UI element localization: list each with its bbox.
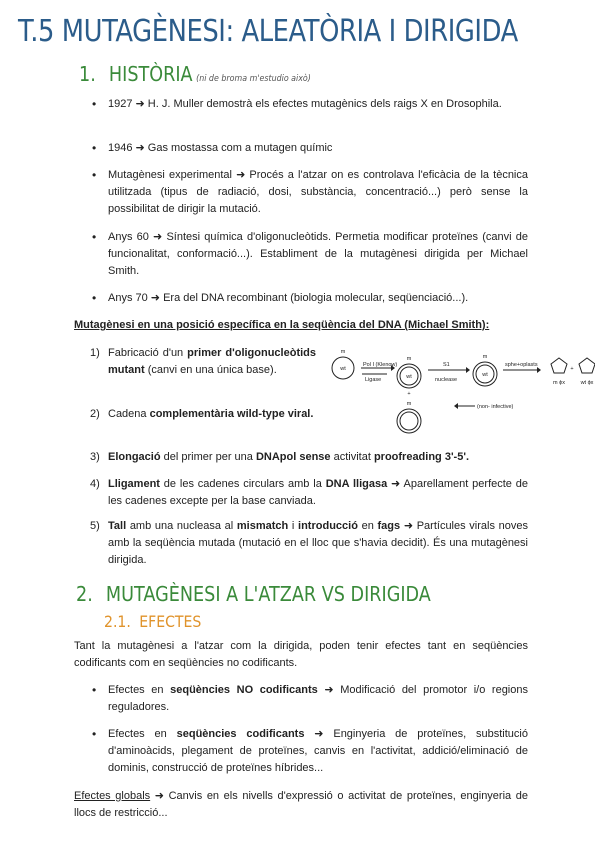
step-2-bold: complementària wild-type viral.	[149, 408, 314, 420]
step-4-text-2: ➜ Aparellament perfecte de les cadenes excepte per la base canviada.	[108, 478, 528, 507]
effects-bullet-noncoding	[108, 682, 528, 716]
label-plus-2: +	[570, 366, 574, 372]
label-wt-2: wt	[406, 374, 412, 380]
arrowhead-spheroplasts	[537, 367, 541, 373]
step-5-number: 5)	[90, 520, 100, 532]
step-4-bold-2: DNA lligasa	[325, 478, 388, 490]
step-4-bold-1: Lligament	[108, 478, 160, 490]
section-2-heading	[76, 582, 431, 606]
step-5-text-2: i	[288, 520, 299, 532]
section-2-number: 2.	[76, 582, 93, 606]
label-m-4: m	[482, 354, 488, 360]
step-5-bold-4: fags	[377, 520, 401, 532]
step-5	[90, 518, 528, 569]
step-2-text: Cadena	[108, 408, 150, 420]
history-bullet-experimental: • Mutagènesi experimental ➜ Procés a l'atzar on es controlava l'eficàcia de la tècnica utilitzada (tipus de radiació, dosi, substància, concentració...) però sense la possibilitat de dirigir la mutació.	[108, 167, 528, 218]
step-3-bold-1: Elongació	[108, 451, 161, 463]
label-spheroplasts: sphe+oplasts	[505, 362, 538, 368]
label-m-phi: m ϕx	[553, 380, 565, 386]
label-ligase: Ligase	[365, 377, 382, 383]
effects-bullet-noncoding-text-2: ➜ Modificació del promotor i/o regions reguladores.	[108, 684, 528, 713]
history-bullet-70s: • Anys 70 ➜ Era del DNA recombinant (biologia molecular, seqüenciació...).	[108, 290, 528, 307]
page-title: T.5 MUTAGÈNESI: ALEATÒRIA I DIRIGIDA	[18, 14, 518, 49]
step-3-number: 3)	[90, 451, 100, 463]
effects-bullet-noncoding-text-1: Efectes en	[108, 684, 171, 696]
section-1-title: HISTÒRIA	[108, 62, 193, 86]
global-effects-label: Efectes globals	[74, 790, 151, 802]
site-directed-mutagenesis-diagram	[325, 346, 595, 438]
phage-mut-icon	[551, 358, 567, 373]
subsection-2-1-number: 2.1.	[104, 612, 131, 631]
step-1-bold: primer d'oligonucleòtids mutant	[108, 347, 317, 376]
label-m-3: m	[406, 401, 412, 407]
step-5-bold-3: introducció	[298, 520, 358, 532]
step-3-text-1: del primer per una	[160, 451, 256, 463]
section-1-number: 1.	[79, 62, 96, 86]
label-noninfective: (non- infective)	[477, 404, 514, 410]
section-2-title: MUTAGÈNESI A L'ATZAR VS DIRIGIDA	[105, 582, 431, 606]
step-5-text-1: amb una nucleasa al	[126, 520, 237, 532]
section-1-note: (ni de broma m'estudio això)	[196, 74, 311, 84]
effects-bullet-coding-text-1: Efectes en	[108, 728, 177, 740]
step-5-bold-2: mismatch	[236, 520, 289, 532]
subsection-2-1-heading	[104, 612, 201, 631]
label-wt-start: wt	[340, 366, 346, 372]
global-effects	[74, 788, 528, 822]
step-1	[90, 345, 317, 379]
arrowhead-noninfective	[454, 403, 458, 409]
label-wt-phi: wt ϕx	[580, 380, 594, 386]
label-nuclease: nuclease	[435, 377, 458, 383]
global-effects-text: ➜ Canvis en els nivells d'expressió o activitat de proteïnes, enginyeria de llocs de restricció...	[74, 790, 528, 819]
step-1-number: 1)	[90, 347, 100, 359]
step-1-text: Fabricació d'un	[108, 347, 188, 359]
label-m-2: m	[406, 356, 412, 362]
history-bullet-1946: • 1946 ➜ Gas mostassa com a mutagen químic	[108, 140, 528, 157]
label-wt-3: wt	[482, 372, 488, 378]
label-plus-1: +	[407, 391, 411, 397]
smith-method-subheading: Mutagènesi en una posició específica en la seqüència del DNA (Michael Smith):	[74, 319, 490, 331]
label-pol: Pol I (Klenow)	[363, 362, 398, 368]
step-5-text-4: ➜ Partícules virals noves amb la seqüència mutada (mutació en el lloc que s'havia decidit). És una mutagènesi dirigida.	[108, 520, 528, 566]
diagram-circle-wt-inner	[400, 412, 418, 430]
label-m-top: m	[340, 349, 346, 355]
step-3	[90, 449, 528, 466]
step-5-text-3: en	[357, 520, 378, 532]
effects-bullet-coding	[108, 726, 528, 777]
step-1-end: (canvi en una única base).	[144, 364, 277, 376]
history-bullet-60s: • Anys 60 ➜ Síntesi química d'oligonucleòtids. Permetia modificar proteïnes (canvi de funcionalitat, conformació...). Establiment de la mutagènesi dirigida per Michael Smith.	[108, 229, 528, 280]
effects-bullet-noncoding-bold: seqüències NO codificants	[170, 684, 318, 696]
section-1-heading	[79, 62, 311, 86]
step-3-text-2: activitat	[330, 451, 374, 463]
step-5-bold-1: Tall	[108, 520, 127, 532]
step-4	[90, 476, 528, 510]
effects-bullet-coding-text-2: ➜ Enginyeria de proteïnes, substitució d'aminoàcids, plegament de proteïnes, canvis en l'activitat, addició/eliminació de dominis, construcció de proteïnes híbrides...	[108, 728, 528, 774]
diagram-circle-wt	[397, 409, 421, 433]
effects-intro: Tant la mutagènesi a l'atzar com la dirigida, poden tenir efectes tant en seqüències codificants com en seqüències no codificants.	[74, 640, 528, 669]
effects-bullet-coding-bold: seqüències codificants	[176, 728, 305, 740]
subsection-2-1-title: EFECTES	[139, 612, 202, 631]
step-2-number: 2)	[90, 408, 100, 420]
phage-wt-icon	[579, 358, 595, 373]
step-3-bold-3: proofreading 3'-5'.	[373, 451, 470, 463]
step-4-text-1: de les cadenes circulars amb la	[159, 478, 326, 490]
step-2	[90, 406, 316, 423]
step-3-bold-2: DNApol sense	[255, 451, 331, 463]
label-s1: S1	[443, 362, 450, 368]
history-bullet-1927: • 1927 ➜ H. J. Muller demostrà els efectes mutagènics dels raigs X en Drosophila.	[108, 96, 528, 113]
step-4-number: 4)	[90, 478, 100, 490]
arrowhead-s1	[466, 367, 470, 373]
